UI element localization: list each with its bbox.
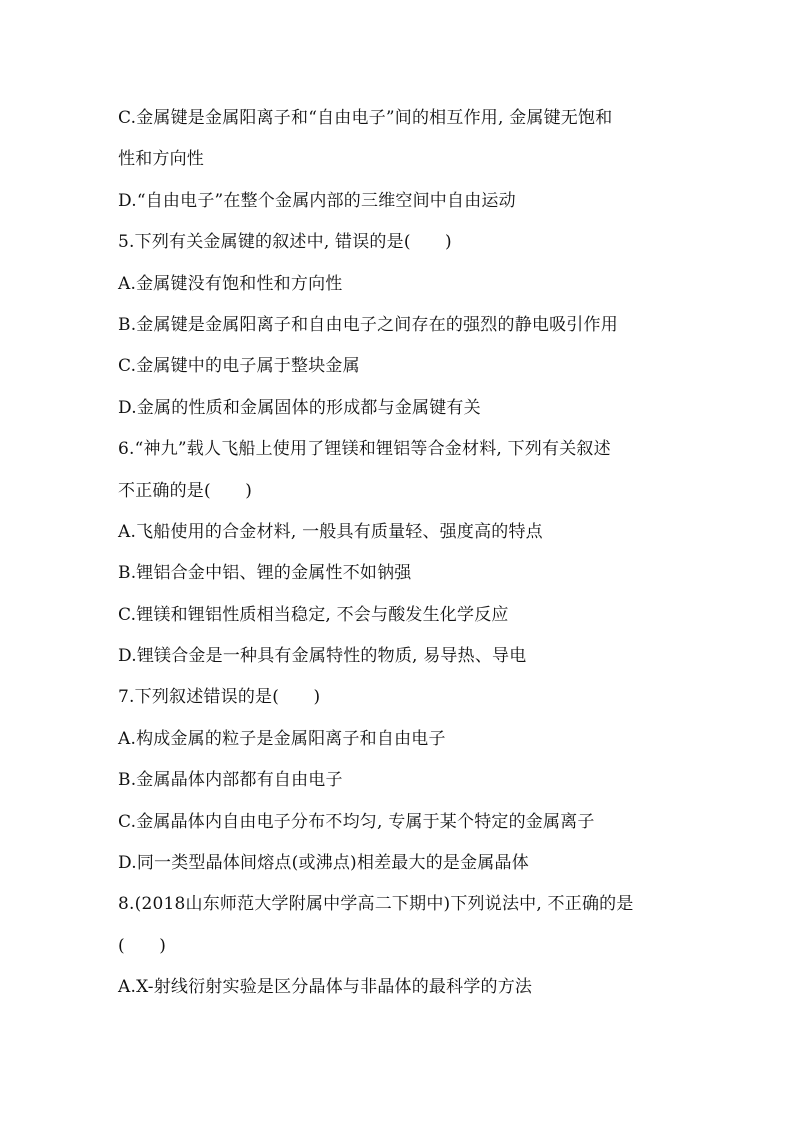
question-7-option-c: C.金属晶体内自由电子分布不均匀, 专属于某个特定的金属离子	[118, 811, 595, 832]
question-6-option-a: A.飞船使用的合金材料, 一般具有质量轻、强度高的特点	[118, 521, 543, 542]
question-6-option-c: C.锂镁和锂铝性质相当稳定, 不会与酸发生化学反应	[118, 604, 509, 625]
question-7-option-d: D.同一类型晶体间熔点(或沸点)相差最大的是金属晶体	[118, 853, 529, 874]
question-5-option-a: A.金属键没有饱和性和方向性	[118, 273, 343, 294]
option-c-metal-bond-line-1: C.金属键是金属阳离子和“自由电子”间的相互作用, 金属键无饱和	[118, 108, 613, 128]
question-8-stem-line-1: 8.(2018山东师范大学附属中学高二下期中)下列说法中, 不正确的是	[118, 894, 634, 915]
question-7-stem: 7.下列叙述错误的是( )	[118, 687, 321, 708]
question-5-option-c: C.金属键中的电子属于整块金属	[118, 356, 360, 377]
question-5-option-b: B.金属键是金属阳离子和自由电子之间存在的强烈的静电吸引作用	[118, 314, 618, 335]
question-6-option-b: B.锂铝合金中铝、锂的金属性不如钠强	[118, 563, 412, 584]
question-8-stem-line-2: ( )	[118, 935, 167, 956]
question-6-stem-line-2: 不正确的是( )	[118, 480, 253, 501]
question-6-option-d: D.锂镁合金是一种具有金属特性的物质, 易导热、导电	[118, 646, 527, 667]
question-5-option-d: D.金属的性质和金属固体的形成都与金属键有关	[118, 397, 481, 418]
option-c-metal-bond-line-2: 性和方向性	[118, 149, 204, 170]
question-6-stem-line-1: 6.“神九”载人飞船上使用了锂镁和锂铝等合金材料, 下列有关叙述	[118, 439, 611, 460]
question-7-option-b: B.金属晶体内部都有自由电子	[118, 770, 343, 791]
document-body	[118, 104, 688, 1015]
question-8-option-a: A.X-射线衍射实验是区分晶体与非晶体的最科学的方法	[118, 977, 533, 998]
question-5-stem: 5.下列有关金属键的叙述中, 错误的是( )	[118, 232, 452, 253]
option-d-free-electron: D.“自由电子”在整个金属内部的三维空间中自由运动	[118, 190, 516, 211]
question-7-option-a: A.构成金属的粒子是金属阳离子和自由电子	[118, 728, 446, 749]
